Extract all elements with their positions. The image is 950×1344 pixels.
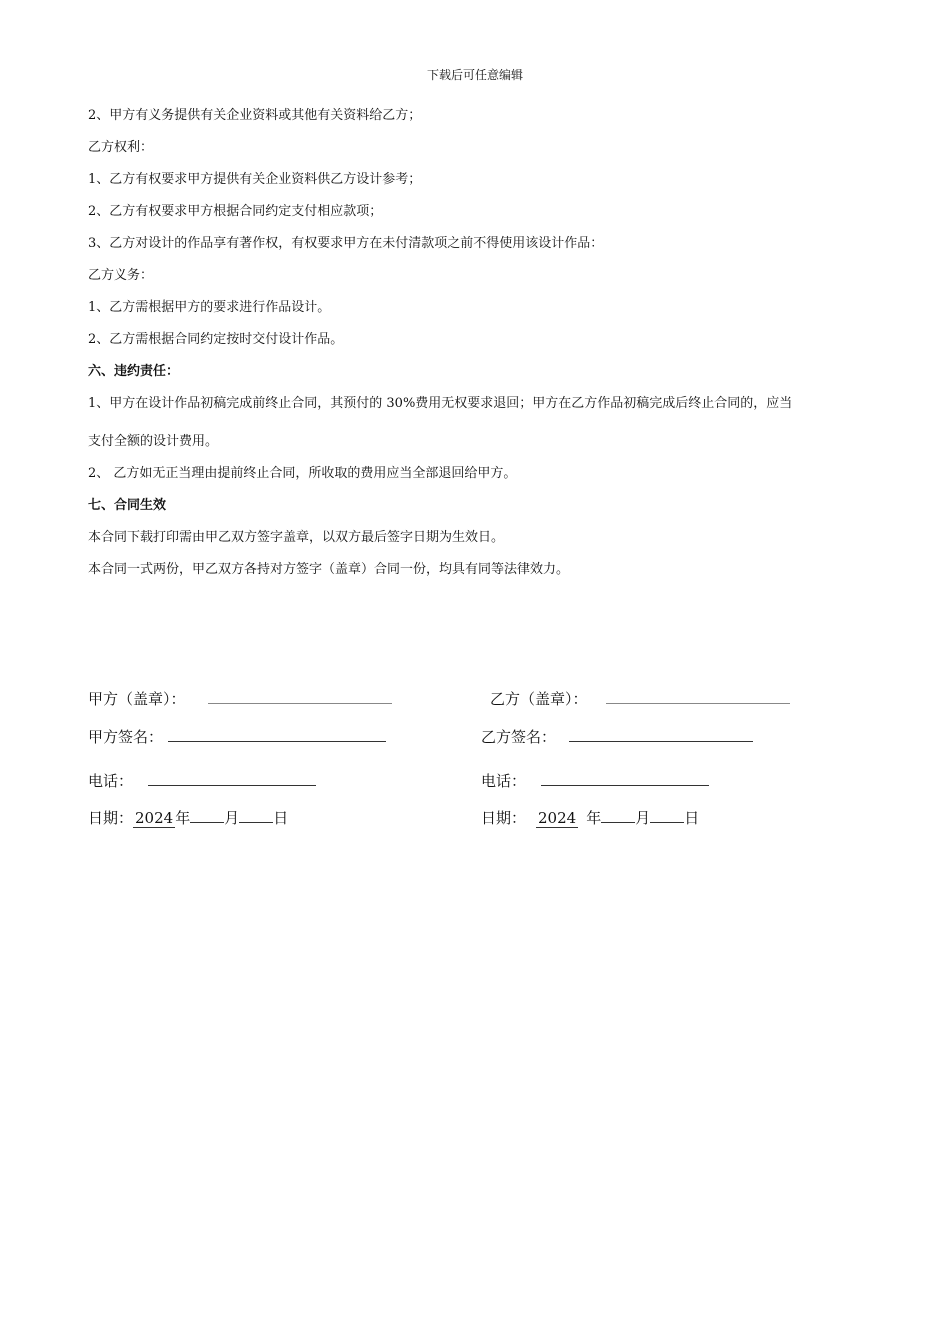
party-a-phone-line	[148, 771, 316, 786]
party-a-phone-label: 电话：	[88, 772, 134, 790]
party-a-year: 2024	[135, 809, 174, 827]
party-a-sign-line	[168, 727, 386, 742]
party-b-sign-row	[481, 726, 753, 747]
party-a-phone-row	[88, 770, 316, 791]
body-line: 3、乙方对设计的作品享有著作权，有权要求甲方在未付清款项之前不得使用该设计作品：	[88, 236, 604, 251]
year-unit: 年	[586, 809, 602, 827]
body-line: 支付全额的设计费用。	[88, 434, 219, 449]
party-b-phone-row	[481, 770, 709, 791]
body-line: 1、乙方需根据甲方的要求进行作品设计。	[88, 300, 331, 315]
day-blank	[239, 808, 273, 823]
body-line: 2、甲方有义务提供有关企业资料或其他有关资料给乙方；	[88, 108, 422, 123]
party-b-date-row	[481, 807, 699, 828]
body-line: 1、乙方有权要求甲方提供有关企业资料供乙方设计参考；	[88, 172, 422, 187]
body-line: 2、乙方有权要求甲方根据合同约定支付相应款项；	[88, 204, 383, 219]
page-header: 下载后可任意编辑	[426, 68, 523, 82]
body-line: 乙方权利：	[88, 140, 154, 155]
party-b-phone-line	[541, 771, 709, 786]
party-a-sign-label: 甲方签名：	[88, 728, 164, 746]
party-b-seal-row	[490, 688, 790, 709]
section-heading: 六、违约责任：	[88, 364, 180, 379]
party-b-sign-label: 乙方签名：	[481, 728, 557, 746]
month-unit: 月	[224, 809, 240, 827]
body-line: 2、 乙方如无正当理由提前终止合同，所收取的费用应当全部退回给甲方。	[88, 466, 517, 481]
body-line: 本合同一式两份，甲乙双方各持对方签字（盖章）合同一份，均具有同等法律效力。	[88, 562, 570, 577]
party-a-date-label: 日期：	[88, 809, 134, 827]
year-unit: 年	[175, 809, 191, 827]
month-blank	[190, 808, 224, 823]
party-b-sign-line	[569, 727, 753, 742]
party-a-sign-row	[88, 726, 386, 747]
party-a-seal-row	[88, 688, 392, 709]
body-line: 本合同下载打印需由甲乙双方签字盖章，以双方最后签字日期为生效日。	[88, 530, 505, 545]
party-b-phone-label: 电话：	[481, 772, 527, 790]
body-line: 1、甲方在设计作品初稿完成前终止合同，其预付的 30%费用无权要求退回；甲方在乙方作品初稿完成后终止合同的，应当	[88, 396, 793, 411]
day-unit: 日	[273, 809, 289, 827]
month-unit: 月	[635, 809, 651, 827]
party-b-seal-label: 乙方（盖章）：	[490, 690, 588, 708]
month-blank	[601, 808, 635, 823]
section-heading: 七、合同生效	[88, 498, 167, 513]
party-b-date-label: 日期：	[481, 809, 527, 827]
party-a-seal-line	[208, 689, 392, 704]
day-unit: 日	[684, 809, 700, 827]
body-line: 乙方义务：	[88, 268, 154, 283]
party-a-seal-label: 甲方（盖章）：	[88, 690, 186, 708]
party-a-date-row	[88, 807, 288, 828]
party-b-seal-line	[606, 689, 790, 704]
party-b-year: 2024	[538, 809, 577, 827]
day-blank	[650, 808, 684, 823]
body-line: 2、乙方需根据合同约定按时交付设计作品。	[88, 332, 344, 347]
